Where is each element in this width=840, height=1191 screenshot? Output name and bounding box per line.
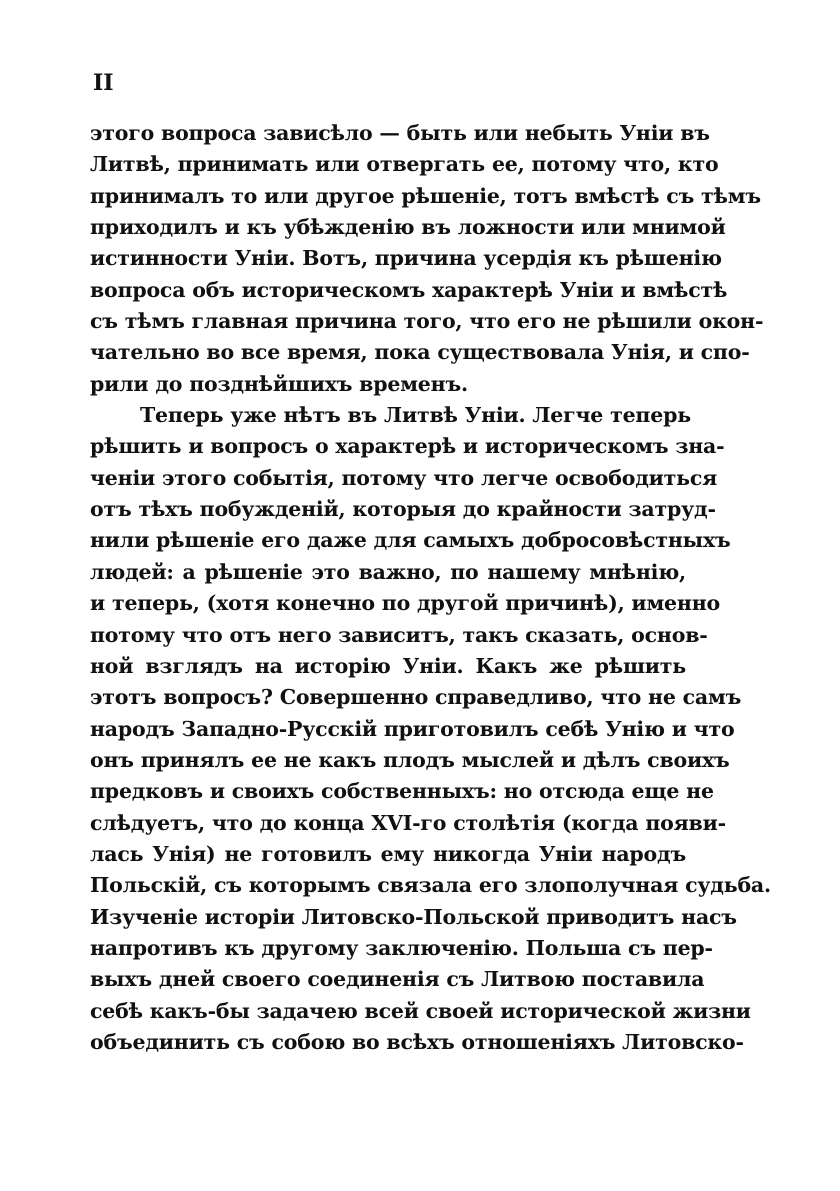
- text-line: вопроса объ историческомъ характерѣ Уніи и вмѣстѣ: [90, 277, 728, 302]
- text-line: народъ Западно-Русскій приготовилъ себѣ Унію и что: [90, 716, 735, 741]
- text-line: этого вопроса зависѣло — быть или небыть Уніи въ: [90, 121, 710, 145]
- text-line: ченіи этого событія, потому что легче освободиться: [90, 465, 718, 490]
- text-line: Польскій, съ которымъ связала его злополучная судьба.: [90, 873, 771, 898]
- text-line: предковъ и своихъ собственныхъ: но отсюда еще не: [90, 779, 714, 804]
- paragraph-end-line: рили до позднѣйшихъ временъ.: [90, 371, 468, 396]
- text-line: потому что отъ него зависитъ, такъ сказать, основ-: [90, 622, 708, 647]
- text-line: приходилъ и къ убѣжденію въ ложности или мнимой: [90, 215, 726, 240]
- paragraph-start-line: Теперь уже нѣтъ въ Литвѣ Уніи. Легче теперь: [140, 403, 691, 428]
- text-line: выхъ дней своего соединенія съ Литвою поставила: [90, 967, 705, 992]
- text-line: нили рѣшеніе его даже для самыхъ добросовѣстныхъ: [90, 528, 731, 553]
- text-line: онъ принялъ ее не какъ плодъ мыслей и дѣлъ своихъ: [90, 747, 730, 772]
- text-line: отъ тѣхъ побужденій, которыя до крайности затруд-: [90, 497, 716, 522]
- body-text: [90, 118, 771, 1058]
- text-line: истинности Уніи. Вотъ, причина усердія къ рѣшенію: [90, 246, 722, 271]
- text-line: людей: а рѣшеніе это важно, по нашему мнѣнію,: [90, 559, 686, 584]
- page-number: II: [93, 70, 114, 96]
- text-line: лась Унія) не готовилъ ему никогда Уніи народъ: [90, 841, 686, 866]
- text-line: напротивъ къ другому заключенію. Польша съ пер-: [90, 935, 713, 960]
- text-line: Изученіе исторіи Литовско-Польской приводитъ насъ: [90, 904, 737, 929]
- text-line: и теперь, (хотя конечно по другой причинѣ), именно: [90, 591, 720, 616]
- text-line: Литвѣ, принимать или отвергать ее, потому что, кто: [90, 152, 719, 177]
- text-line: себѣ какъ-бы задачею всей своей исторической жизни: [90, 998, 751, 1023]
- text-line: этотъ вопросъ? Совершенно справедливо, что не самъ: [90, 685, 742, 710]
- text-line: принималъ то или другое рѣшеніе, тотъ вмѣстѣ съ тѣмъ: [90, 183, 761, 208]
- text-line: чательно во все время, пока существовала Унія, и спо-: [90, 340, 750, 365]
- text-line: рѣшить и вопросъ о характерѣ и историческомъ зна-: [90, 434, 725, 459]
- text-line: объединить съ собою во всѣхъ отношеніяхъ Литовско-: [90, 1029, 744, 1054]
- text-line: ной взглядъ на исторію Уніи. Какъ же рѣшить: [90, 653, 686, 678]
- text-line: съ тѣмъ главная причина того, что его не рѣшили окон-: [90, 309, 764, 334]
- text-line: слѣдуетъ, что до конца XVI-го столѣтія (когда появи-: [90, 810, 726, 835]
